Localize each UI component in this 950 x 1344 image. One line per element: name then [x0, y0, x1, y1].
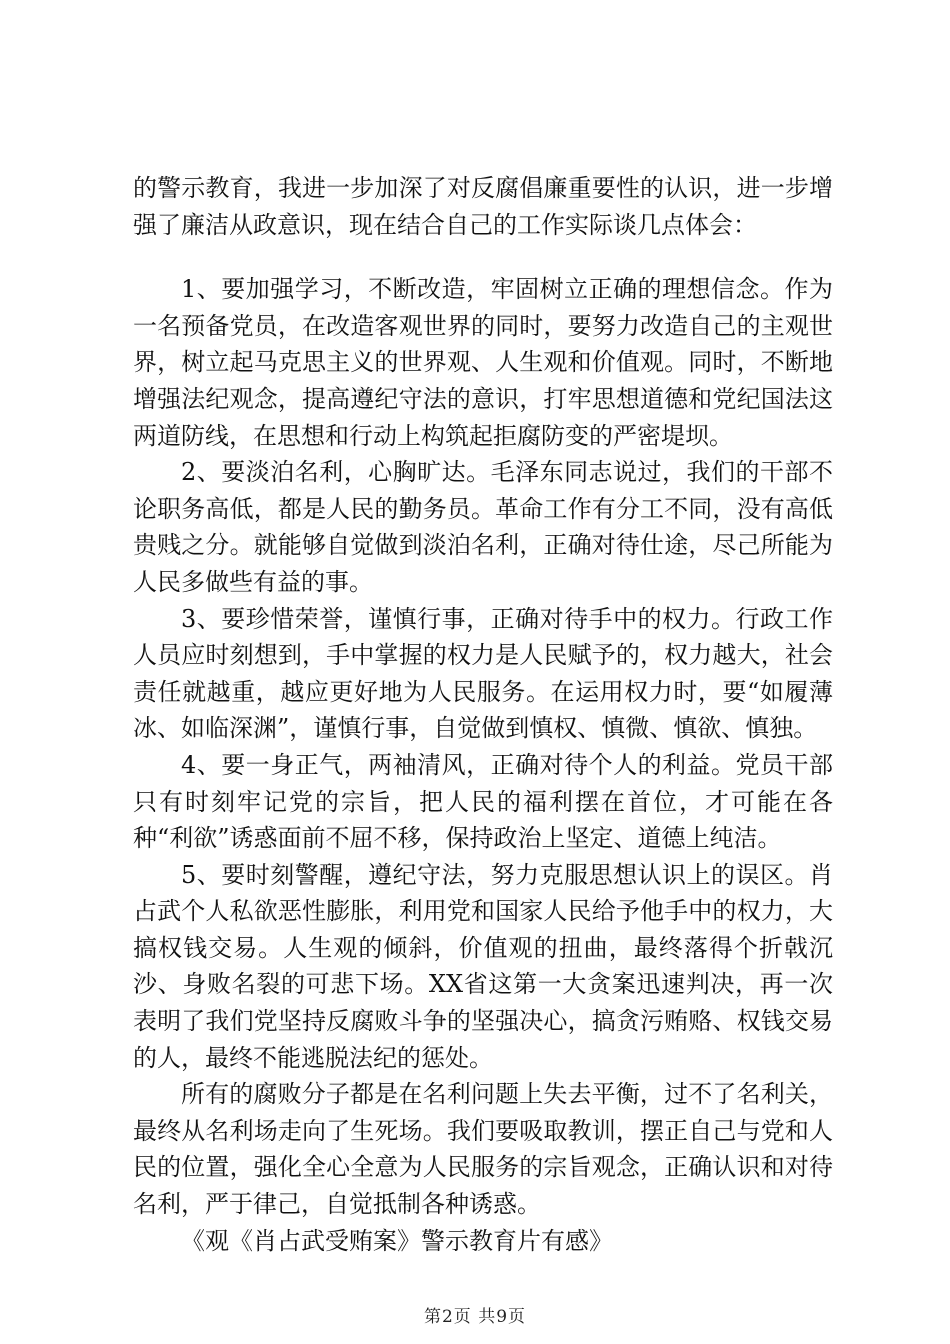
point-5-paragraph: 5、要时刻警醒，遵纪守法，努力克服思想认识上的误区。肖占武个人私欲恶性膨胀，利用党和国家人民给予他手中的权力，大搞权钱交易。人生观的倾斜，价值观的扭曲，最终落得个折戟沉沙、身败名裂的可悲下场。XX省这第一大贪案迅速判决，再一次表明了我们党坚持反腐败斗争的坚强决心，搞贪污贿赂、权钱交易的人，最终不能逃脱法纪的惩处。 [133, 860, 833, 1072]
intro-paragraph: 的警示教育，我进一步加深了对反腐倡廉重要性的认识，进一步增强了廉洁从政意识，现在结合自己的工作实际谈几点体会： [133, 174, 833, 239]
paragraph-gap [133, 243, 833, 271]
point-1-paragraph: 1、要加强学习，不断改造，牢固树立正确的理想信念。作为一名预备党员，在改造客观世界的同时，要努力改造自己的主观世界，树立起马克思主义的世界观、人生观和价值观。同时，不断地增强法纪观念，提高遵纪守法的意识，打牢思想道德和党纪国法这两道防线，在思想和行动上构筑起拒腐防变的严密堤坝。 [133, 275, 833, 450]
point-3-paragraph: 3、要珍惜荣誉，谨慎行事，正确对待手中的权力。行政工作人员应时刻想到，手中掌握的权力是人民赋予的，权力越大，社会责任就越重，越应更好地为人民服务。在运用权力时，要“如履薄冰、如临深渊”，谨慎行事，自觉做到慎权、慎微、慎欲、慎独。 [133, 604, 833, 743]
document-body [133, 170, 833, 1259]
closing-title: 《观《肖占武受贿案》警示教育片有感》 [181, 1226, 613, 1255]
page-number-footer: 第2页 共9页 [423, 1307, 527, 1327]
point-2-paragraph: 2、要淡泊名利，心胸旷达。毛泽东同志说过，我们的干部不论职务高低，都是人民的勤务员。革命工作有分工不同，没有高低贵贱之分。就能够自觉做到淡泊名利，正确对待仕途，尽己所能为人民多做些有益的事。 [133, 458, 833, 596]
point-4-paragraph: 4、要一身正气，两袖清风，正确对待个人的利益。党员干部只有时刻牢记党的宗旨，把人民的福利摆在首位，才可能在各种“利欲”诱惑面前不屈不移，保持政治上坚定、道德上纯洁。 [133, 750, 833, 853]
conclusion-paragraph: 所有的腐败分子都是在名利问题上失去平衡，过不了名利关，最终从名利场走向了生死场。我们要吸取教训，摆正自己与党和人民的位置，强化全心全意为人民服务的宗旨观念，正确认识和对待名利，严于律己，自觉抵制各种诱惑。 [133, 1080, 833, 1219]
